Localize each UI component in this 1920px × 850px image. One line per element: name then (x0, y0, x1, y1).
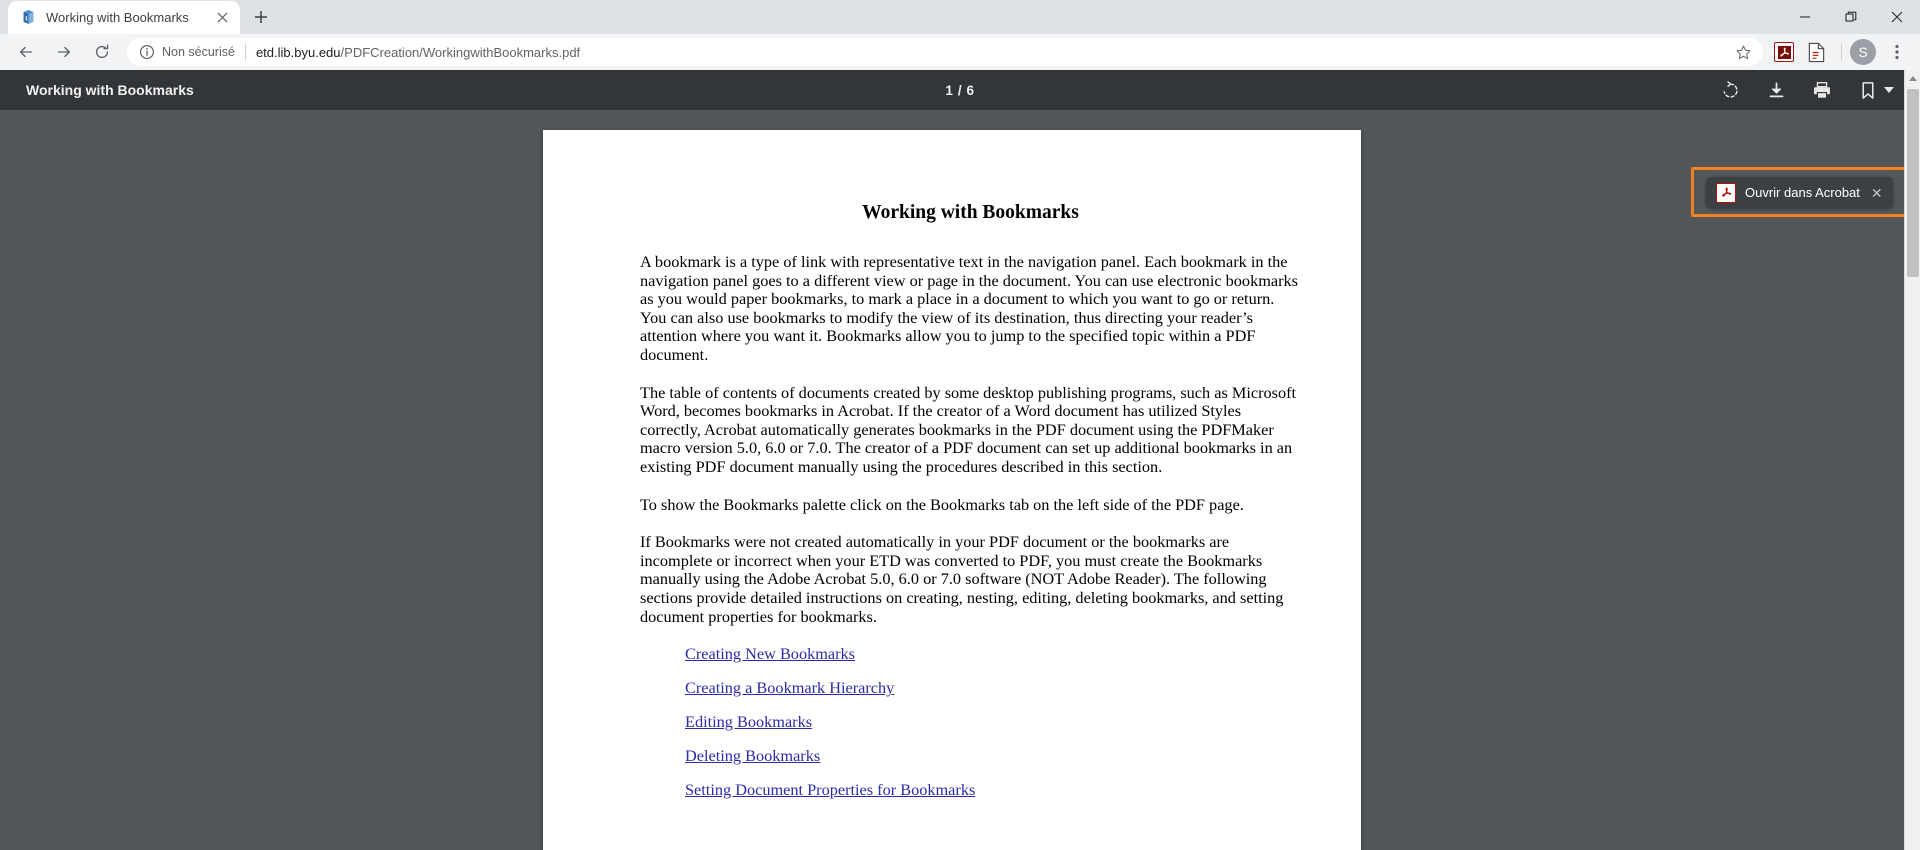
document-heading: Working with Bookmarks (862, 202, 1079, 223)
maximize-button[interactable] (1828, 1, 1874, 33)
bookmark-icon (1860, 81, 1876, 100)
scrollbar-thumb[interactable] (1907, 89, 1919, 277)
document-paragraph: A bookmark is a type of link with representative text in the navigation panel. Each bookmark in the navigation panel goes to a different view or page in the document. You can use electronic bookmarks as you would paper bookmarks, to mark a place in a document to which you want to go or return. You can also use bookmarks to modify the view of its destination, thus directing your reader’s attention where you want it. Bookmarks allow you to jump to the specified topic within a PDF document. (640, 252, 1298, 364)
url-host: etd.lib.byu.edu (255, 44, 341, 60)
close-icon (217, 12, 228, 23)
tab-close-icon[interactable] (212, 8, 232, 28)
avatar-initial: S (1858, 44, 1868, 60)
pdf-page (543, 130, 1361, 850)
new-tab-button[interactable] (246, 2, 276, 32)
plus-icon (254, 10, 268, 24)
pdf-viewer-toolbar (0, 70, 1920, 110)
document-paragraph: The table of contents of documents created by some desktop publishing programs, such as Microsoft Word, becomes bookmarks in Acrobat. If the creator of a Word document has utilized Styles correctly, Acrobat automatically generates bookmarks in the PDF document using the PDFMaker macro version 5.0, 6.0 or 7.0. The creator of a PDF document can set up additional bookmarks in an existing PDF document manually using the procedures described in this section. (640, 382, 1297, 476)
triangle-up-icon (1909, 76, 1917, 81)
document-link[interactable]: Creating a Bookmark Hierarchy (685, 678, 895, 698)
browser-tab[interactable] (8, 1, 240, 34)
tab-title: Working with Bookmarks (46, 10, 189, 25)
arrow-left-icon (17, 43, 35, 61)
restore-icon (1845, 11, 1857, 23)
security-status-text: Non sécurisé (162, 45, 235, 59)
info-circle-icon[interactable] (139, 44, 155, 60)
document-paragraph: If Bookmarks were not created automatically in your PDF document or the bookmarks are incomplete or incorrect when your ETD was converted to PDF, you must create the Bookmarks manually using the Adobe Acrobat 5.0, 6.0 or 7.0 software (NOT Adobe Reader). The following sections provide detailed instructions on creating, nesting, editing, deleting bookmarks, and setting document properties for bookmarks. (640, 532, 1284, 626)
minimize-button[interactable] (1782, 1, 1828, 33)
pdf-document-title: Working with Bookmarks (26, 82, 194, 98)
download-icon (1767, 81, 1786, 100)
pdf-page-content (543, 130, 1361, 800)
open-in-acrobat-toast[interactable] (1706, 177, 1893, 208)
acrobat-toast-label: Ouvrir dans Acrobat (1745, 185, 1860, 200)
acrobat-badge (1774, 42, 1794, 62)
url-path: /PDFCreation/WorkingwithBookmarks.pdf (340, 44, 581, 60)
pdf-toolbar-actions (1719, 70, 1894, 110)
reload-icon (93, 43, 111, 61)
rotate-icon (1721, 81, 1740, 100)
acrobat-icon (1716, 183, 1736, 203)
print-button[interactable] (1811, 79, 1833, 101)
pdf-viewer-body (0, 110, 1920, 850)
document-link[interactable]: Editing Bookmarks (685, 712, 813, 732)
reload-button[interactable] (85, 35, 119, 69)
forward-button[interactable] (47, 35, 81, 69)
page-scrollbar[interactable] (1904, 70, 1920, 850)
bookmark-button[interactable] (1857, 79, 1879, 101)
three-dots-icon (1895, 44, 1899, 60)
document-icon (1807, 42, 1826, 63)
omnibox-divider (245, 44, 246, 60)
window-controls (1782, 0, 1920, 34)
toolbar-divider (1841, 43, 1842, 61)
address-bar[interactable] (127, 38, 1763, 66)
document-link[interactable]: Deleting Bookmarks (685, 746, 821, 766)
book-favicon (20, 9, 37, 26)
download-button[interactable] (1765, 79, 1787, 101)
pdf-page-indicator: 1 / 6 (945, 82, 975, 98)
pdf-bookmark-control[interactable] (1857, 79, 1894, 101)
bookmark-star-icon[interactable] (1729, 38, 1757, 66)
close-icon (1891, 11, 1903, 23)
acrobat-toast-close-icon[interactable]: ✕ (1870, 184, 1883, 201)
document-paragraph: To show the Bookmarks palette click on the Bookmarks tab on the left side of the PDF page. (640, 494, 1244, 514)
browser-toolbar (0, 34, 1920, 70)
printer-icon (1812, 81, 1832, 100)
browser-menu-button[interactable] (1882, 37, 1912, 67)
profile-avatar[interactable] (1850, 39, 1876, 65)
star-icon (1735, 44, 1752, 61)
rotate-button[interactable] (1719, 79, 1741, 101)
minimize-icon (1799, 11, 1811, 23)
document-link[interactable]: Creating New Bookmarks (685, 644, 856, 664)
document-link[interactable]: Setting Document Properties for Bookmarks (685, 780, 976, 800)
arrow-right-icon (55, 43, 73, 61)
document-link-list (640, 645, 1301, 800)
adobe-acrobat-extension-icon[interactable] (1769, 37, 1799, 67)
scrollbar-up-arrow[interactable] (1905, 70, 1920, 87)
acrobat-a-icon (1778, 46, 1791, 59)
acrobat-a-glyph-icon (1720, 186, 1733, 199)
pdf-document-extension-icon[interactable] (1801, 37, 1831, 67)
close-window-button[interactable] (1874, 1, 1920, 33)
back-button[interactable] (9, 35, 43, 69)
tab-strip (0, 0, 1920, 34)
url-text (256, 45, 580, 60)
chevron-down-icon[interactable] (1884, 87, 1894, 93)
